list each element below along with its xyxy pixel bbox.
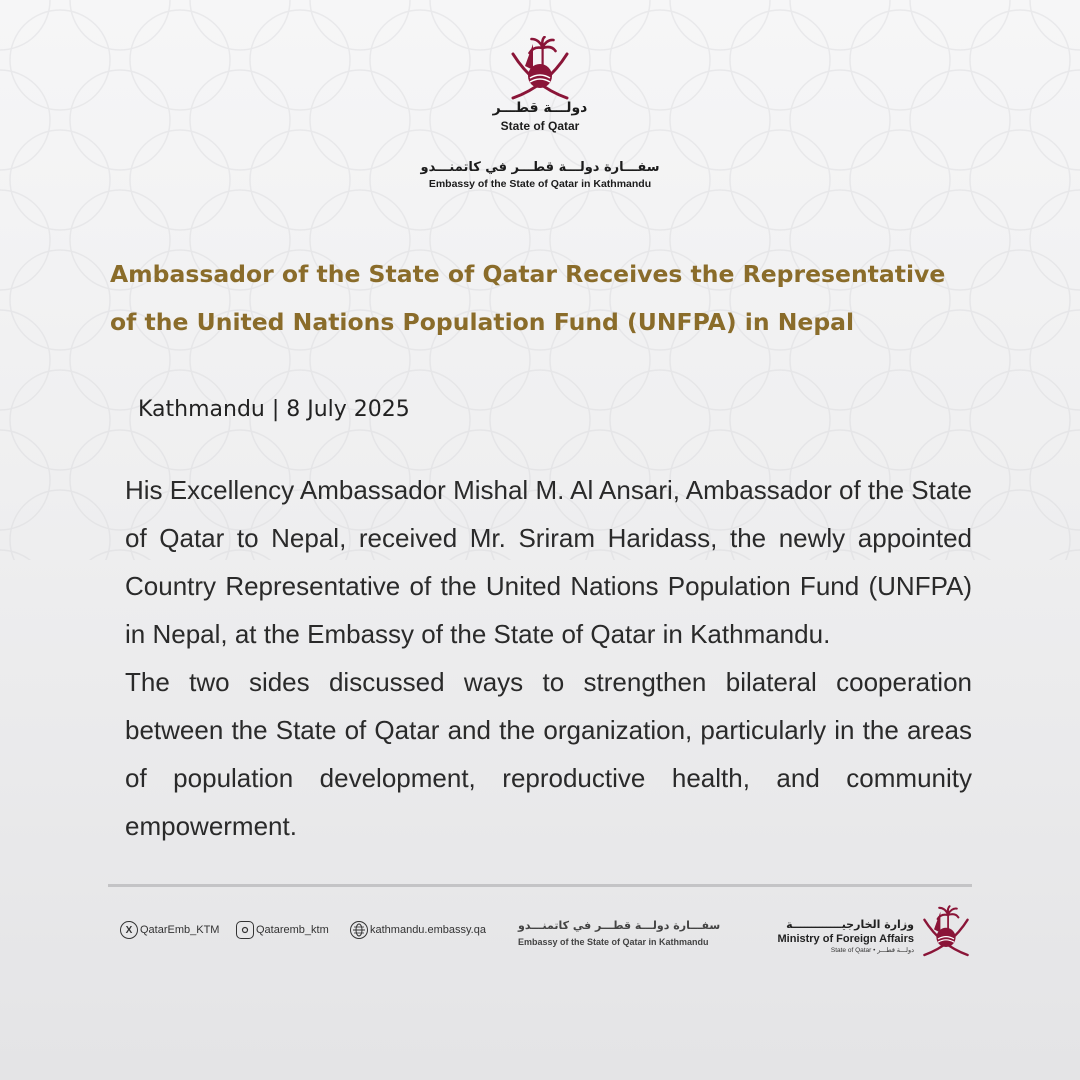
instagram-social-link[interactable] (236, 921, 329, 939)
footer-embassy-arabic: سفـــارة دولـــة قطـــر في كاتمنـــدو (518, 919, 721, 932)
article-body (125, 466, 972, 850)
footer-divider (108, 884, 972, 887)
website-url: kathmandu.embassy.qa (370, 924, 486, 936)
mofa-name-arabic: وزارة الخارجيـــــــــــــة (786, 918, 914, 931)
instagram-handle: Qataremb_ktm (256, 924, 329, 936)
article-headline: Ambassador of the State of Qatar Receives the Representative of the United Nations Population Fund (UNFPA) in Nepal (110, 260, 946, 336)
state-name-english: State of Qatar (500, 119, 580, 133)
qatar-emblem-icon (505, 36, 575, 100)
website-link[interactable] (350, 921, 486, 939)
article-paragraph: The two sides discussed ways to strengthen bilateral cooperation between the State of Qatar and the organization, particularly in the areas of population development, reproductive health, and community empowerment. (125, 667, 972, 841)
globe-icon (350, 921, 368, 939)
article-dateline: Kathmandu | 8 July 2025 (138, 397, 410, 422)
mofa-logo-text (778, 918, 915, 956)
mofa-subtitle: State of Qatar • دولـــة قطـــر (830, 947, 914, 954)
x-social-link[interactable] (120, 921, 219, 939)
footer-embassy-english: Embassy of the State of Qatar in Kathmandu (518, 937, 709, 947)
x-handle: QatarEmb_KTM (140, 924, 220, 936)
mofa-name-english: Ministry of Foreign Affairs (777, 933, 914, 945)
footer (0, 900, 1080, 970)
instagram-logo-icon (236, 921, 254, 939)
mofa-emblem-icon (918, 904, 974, 958)
x-logo-icon: X (120, 921, 138, 939)
embassy-name-english: Embassy of the State of Qatar in Kathmandu (428, 178, 652, 190)
state-name-arabic: دولـــة قطـــر (492, 100, 588, 116)
article-paragraph: His Excellency Ambassador Mishal M. Al Ansari, Ambassador of the State of Qatar to Nepal, received Mr. Sriram Haridass, the newly appointed Country Representative of the United Nations Population Fund (UNFPA) in Nepal, at the Embassy of the State of Qatar in Kathmandu. (125, 475, 972, 649)
embassy-name-arabic: سفـــارة دولـــة قطـــر في كاتمنـــدو (420, 160, 660, 175)
